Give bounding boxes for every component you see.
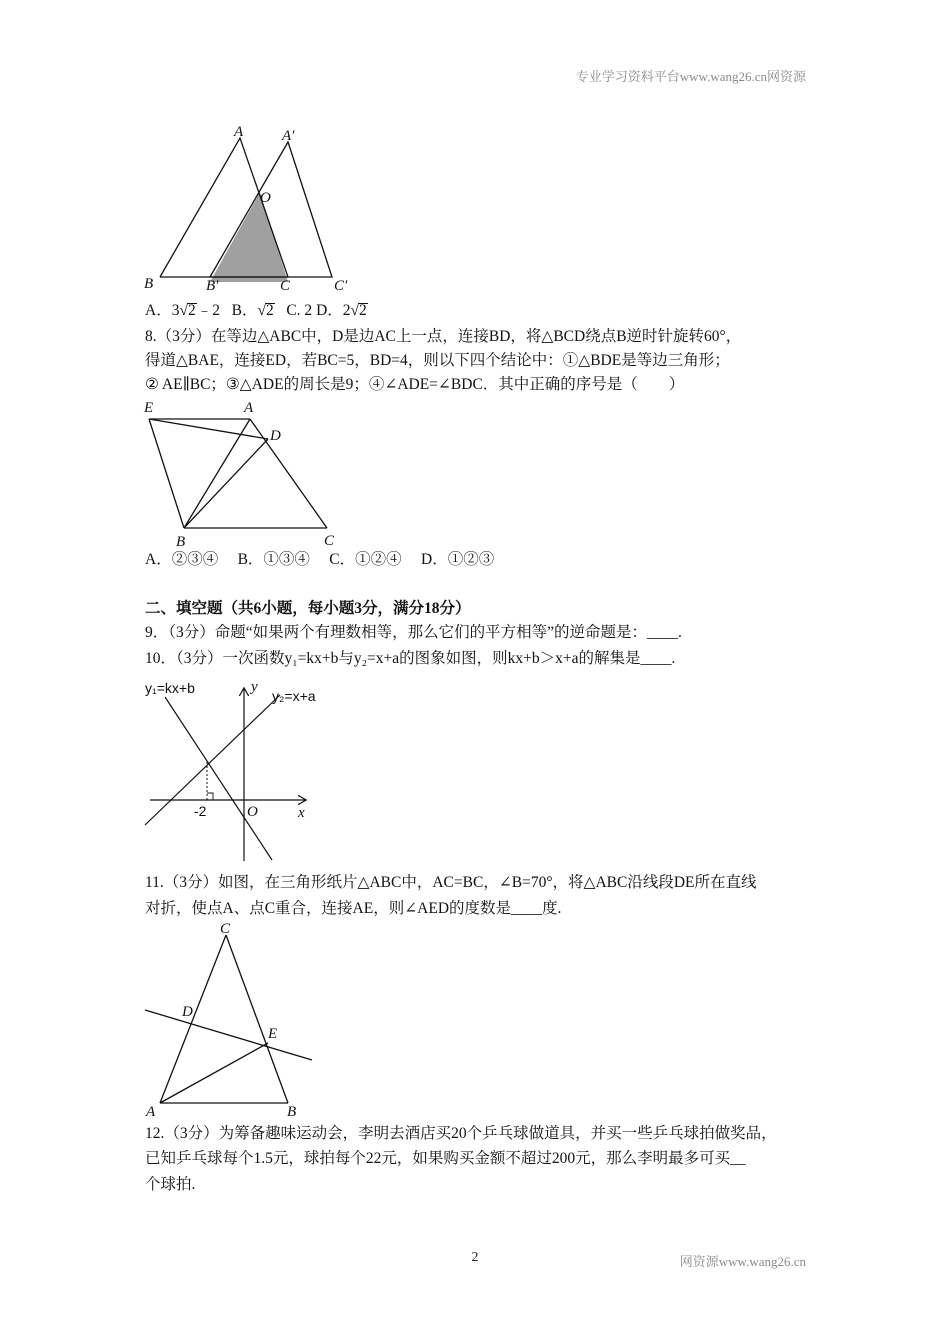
- q9-text: 9．（3分）命题“如果两个有理数相等，那么它们的平方相等”的逆命题是：____.: [145, 624, 682, 641]
- q8-figure: [140, 398, 350, 548]
- label-x: x: [298, 805, 305, 821]
- label-y1: y₁=kx+b: [145, 680, 195, 696]
- label-d: D: [270, 428, 281, 444]
- label-c-prime: C′: [334, 278, 348, 294]
- label-c: C: [324, 533, 335, 549]
- label-a: A: [234, 124, 244, 140]
- header-watermark: 专业学习资料平台www.wang26.cn网资源: [575, 69, 806, 84]
- label-a: A: [244, 400, 254, 416]
- q11-figure: [140, 918, 340, 1118]
- shaded-triangle: [210, 192, 288, 282]
- q8-line1: 8.（3分）在等边△ABC中，D是边AC上一点，连接BD，将△BCD绕点B逆时针旋转60°，: [145, 328, 742, 345]
- q10-text: 10．（3分）一次函数y₁=kx+b与y₂=x+a的图象如图，则kx+b＞x+a的解集是____.: [145, 650, 676, 667]
- label-b-prime: B′: [206, 278, 219, 294]
- label-e: E: [144, 400, 154, 416]
- label-y2: y₂=x+a: [272, 688, 316, 704]
- label-a: A: [146, 1104, 156, 1120]
- page-number: 2: [471, 1250, 479, 1265]
- line-y1: [165, 697, 272, 860]
- label-e: E: [268, 1026, 278, 1042]
- q7-option-c: C. 2: [286, 302, 313, 319]
- q7-option-d: D．2: [316, 302, 351, 319]
- q7-option-a-radicand: 2: [187, 302, 196, 319]
- label-b: B: [287, 1104, 297, 1120]
- q7-option-d-radicand: 2: [359, 302, 367, 319]
- q8-line2: 得道△BAE，连接ED，若BC=5，BD=4，则以下四个结论中：①△BDE是等边三角形；: [145, 352, 730, 369]
- label-y: y: [251, 679, 258, 695]
- section-title: 二、填空题（共6小题，每小题3分，满分18分）: [145, 600, 471, 617]
- footer-watermark: 网资源www.wang26.cn: [679, 1254, 806, 1269]
- label-c: C: [220, 921, 231, 937]
- q11-line2: 对折，使点A、点C重合，连接AE，则∠AED的度数是____度.: [145, 900, 562, 917]
- label-b: B: [144, 276, 154, 292]
- q7-option-a: A．3: [145, 302, 180, 319]
- q7-option-b-radicand: 2: [265, 302, 274, 319]
- label-c: C: [280, 278, 291, 294]
- label-o: O: [260, 190, 271, 206]
- q12-line3: 个球拍.: [145, 1176, 196, 1193]
- q7-option-b: B．: [231, 302, 258, 319]
- q7-option-a-suffix: ﹣2: [196, 302, 220, 319]
- q11-line1: 11.（3分）如图，在三角形纸片△ABC中，AC=BC，∠B=70°，将△ABC沿线段DE所在直线: [145, 874, 757, 891]
- line-y2: [145, 695, 280, 825]
- q8-line3: ② AE∥BC；③△ADE的周长是9；④∠ADE=∠BDC．其中正确的序号是（ ）: [145, 376, 685, 393]
- label-neg2: -2: [194, 803, 207, 819]
- q12-line1: 12.（3分）为筹备趣味运动会，李明去酒店买20个乒乓球做道具，并买一些乒乓球拍做奖品，: [145, 1125, 777, 1142]
- q12-line2: 已知乒乓球每个1.5元，球拍每个22元，如果购买金额不超过200元，那么李明最多可买__: [145, 1150, 746, 1167]
- q7-options: A．3√2﹣2 B．√2 C. 2 D．2√2: [145, 302, 367, 319]
- q10-figure: [140, 675, 340, 865]
- label-a-prime: A′: [282, 128, 295, 144]
- label-b: B: [176, 534, 186, 550]
- label-origin: O: [247, 804, 258, 820]
- q8-options: A．②③④ B．①③④ C．①②④ D．①②③: [145, 551, 495, 568]
- q7-figure: [140, 122, 370, 292]
- label-d: D: [182, 1004, 193, 1020]
